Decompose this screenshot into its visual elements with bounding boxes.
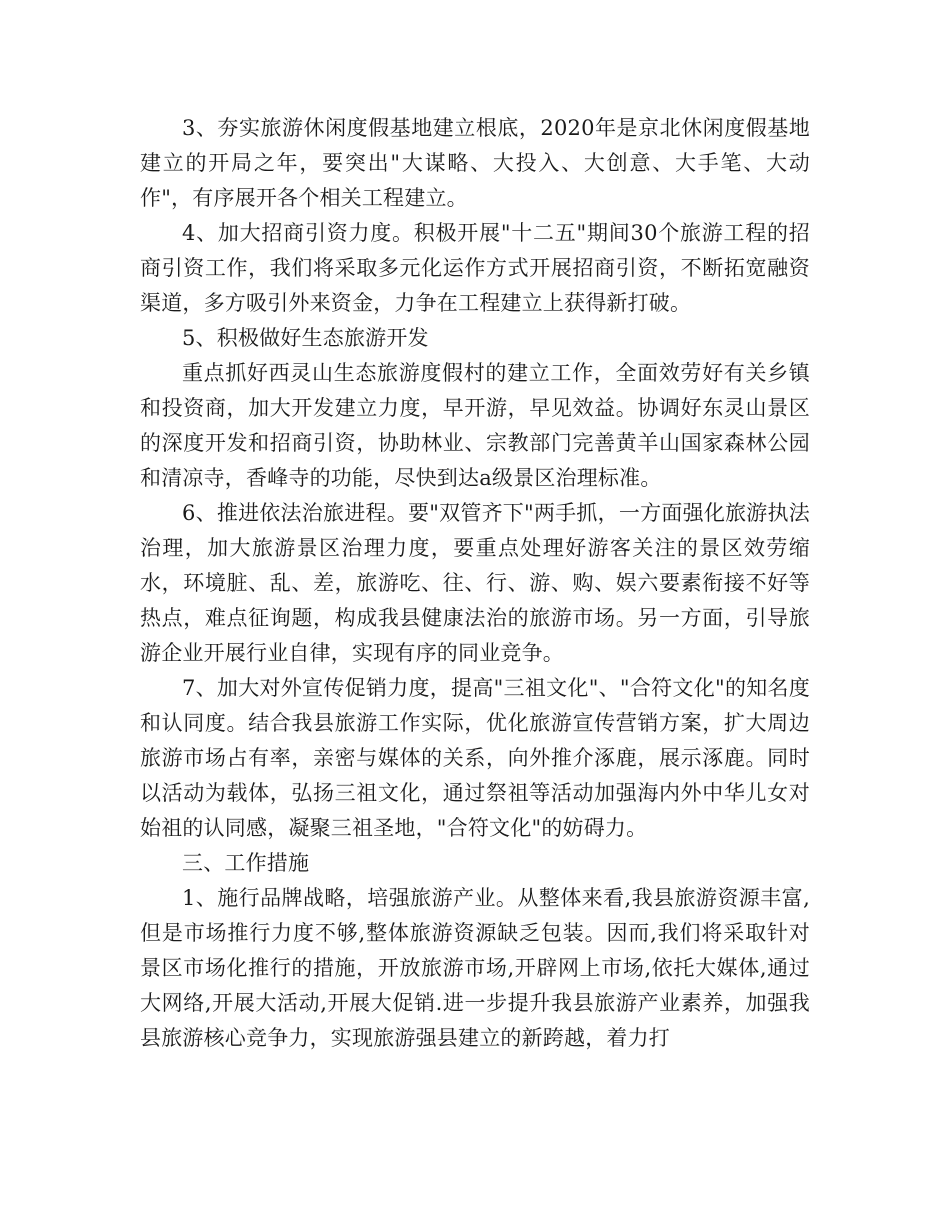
section-heading-measures: 三、工作措施 [182,851,310,875]
paragraph-item-4: 4、加大招商引资力度。积极开展"十二五"期间30个旅游工程的招商引资工作，我们将采取多元化运作方式开展招商引资，不断拓宽融资渠道，多方吸引外来资金，力争在工程建立上获得新打破。 [140,221,810,315]
paragraph-measure-1: 1、施行品牌战略，培强旅游产业。从整体来看,我县旅游资源丰富,但是市场推行力度不够,整体旅游资源缺乏包装。因而,我们将采取针对景区市场化推行的措施，开放旅游市场,开辟网上市场,依托大媒体,通过大网络,开展大活动,开展大促销.进一步提升我县旅游产业素养，加强我县旅游核心竞争力，实现旅游强县建立的新跨越，着力打 [140,886,810,1050]
paragraph-item-3: 3、夯实旅游休闲度假基地建立根底，2020年是京北休闲度假基地建立的开局之年，要突出"大谋略、大投入、大创意、大手笔、大动作"，有序展开各个相关工程建立。 [140,116,810,210]
section-heading-eco-tourism: 5、积极做好生态旅游开发 [182,326,429,350]
paragraph-eco-tourism: 重点抓好西灵山生态旅游度假村的建立工作，全面效劳好有关乡镇和投资商，加大开发建立力度，早开游，早见效益。协调好东灵山景区的深度开发和招商引资，协助林业、宗教部门完善黄羊山国家森林公园和清凉寺，香峰寺的功能，尽快到达a级景区治理标准。 [140,361,810,490]
document-page [140,111,810,1056]
paragraph-item-7: 7、加大对外宣传促销力度，提高"三祖文化"、"合符文化"的知名度和认同度。结合我县旅游工作实际，优化旅游宣传营销方案，扩大周边旅游市场占有率，亲密与媒体的关系，向外推介涿鹿，展示涿鹿。同时以活动为载体，弘扬三祖文化，通过祭祖等活动加强海内外中华儿女对始祖的认同感，凝聚三祖圣地，"合符文化"的妨碍力。 [140,676,810,840]
paragraph-item-6: 6、推进依法治旅进程。要"双管齐下"两手抓，一方面强化旅游执法治理，加大旅游景区治理力度，要重点处理好游客关注的景区效劳缩水，环境脏、乱、差，旅游吃、往、行、游、购、娱六要素衔接不好等热点，难点征询题，构成我县健康法治的旅游市场。另一方面，引导旅游企业开展行业自律，实现有序的同业竞争。 [140,501,810,665]
